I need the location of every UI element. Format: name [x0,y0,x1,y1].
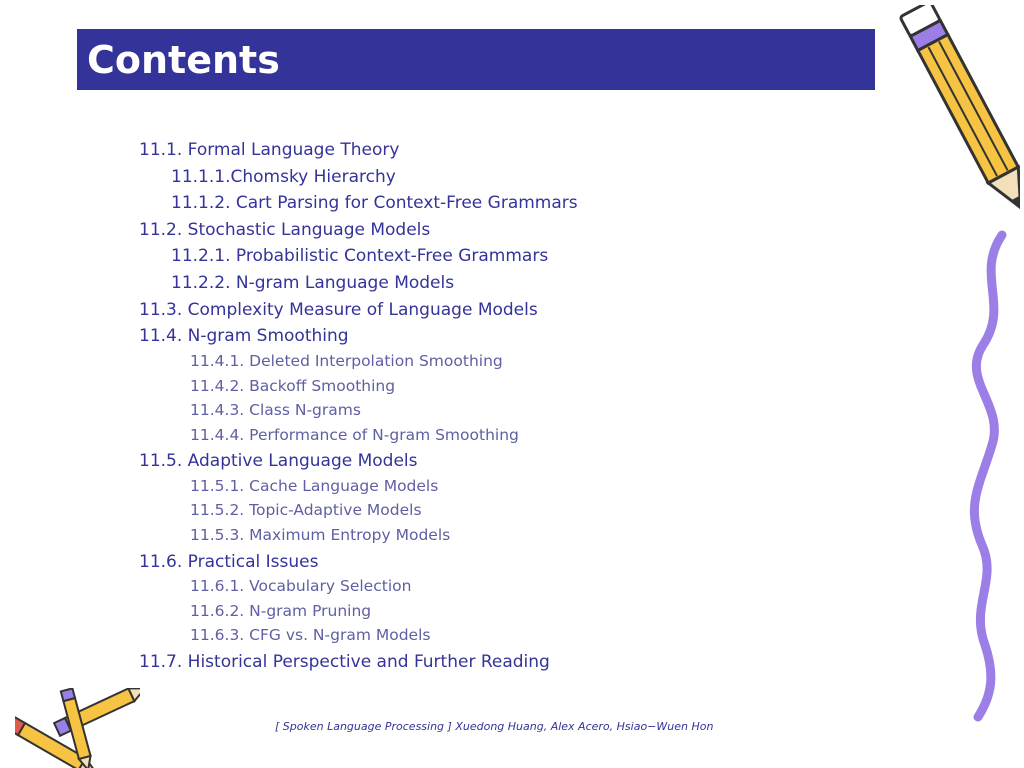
toc-item: 11.3. Complexity Measure of Language Models [139,300,538,320]
slide-footer: [ Spoken Language Processing ] Xuedong Huang, Alex Acero, Hsiao−Wuen Hon [275,720,714,733]
crossed-pencils-icon [15,688,140,768]
toc-item: 11.4.1. Deleted Interpolation Smoothing [190,352,503,370]
pencil-squiggle-line [974,235,1002,717]
toc-item: 11.6.2. N-gram Pruning [190,602,372,620]
toc-item: 11.4. N-gram Smoothing [139,326,349,346]
toc-item: 11.2.2. N-gram Language Models [171,273,455,293]
toc-item: 11.2.1. Probabilistic Context-Free Grammars [171,246,549,266]
toc-item: 11.1.2. Cart Parsing for Context-Free Grammars [171,193,578,213]
toc-item: 11.6. Practical Issues [139,552,319,572]
toc-item: 11.5.2. Topic-Adaptive Models [190,501,422,519]
pencil-icon [880,5,1020,725]
toc-item: 11.6.1. Vocabulary Selection [190,577,412,595]
toc-item: 11.1.1.Chomsky Hierarchy [171,167,396,187]
toc-item: 11.1. Formal Language Theory [139,140,400,160]
toc-item: 11.4.2. Backoff Smoothing [190,377,396,395]
slide-title: Contents [87,38,280,82]
toc-item: 11.5.1. Cache Language Models [190,477,439,495]
toc-item: 11.5.3. Maximum Entropy Models [190,526,451,544]
toc-item: 11.2. Stochastic Language Models [139,220,431,240]
toc-item: 11.4.3. Class N-grams [190,401,361,419]
toc-item: 11.5. Adaptive Language Models [139,451,418,471]
toc-item: 11.6.3. CFG vs. N-gram Models [190,626,431,644]
toc-item: 11.4.4. Performance of N-gram Smoothing [190,426,519,444]
toc-item: 11.7. Historical Perspective and Further Reading [139,652,550,672]
